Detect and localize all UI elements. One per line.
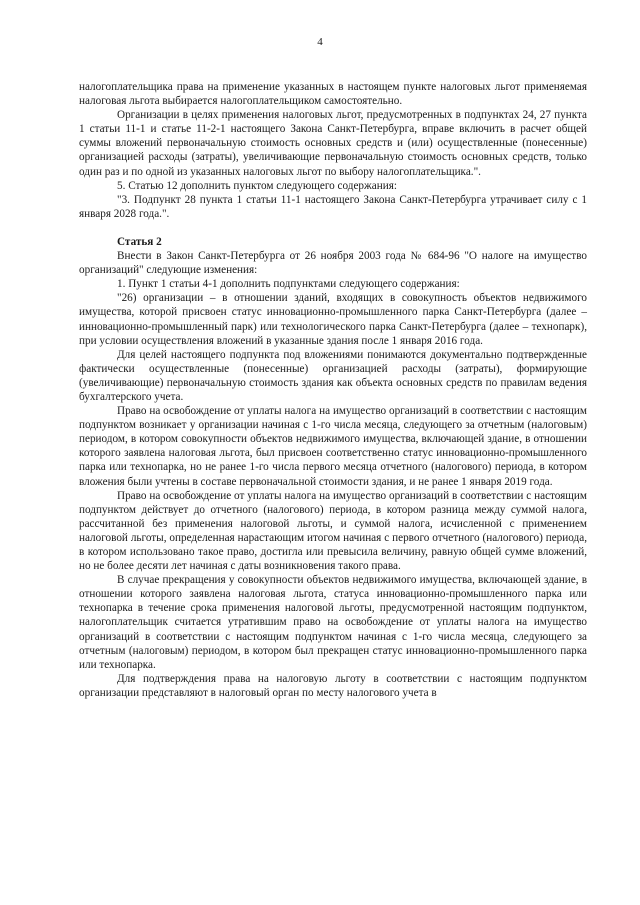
paragraph: Для подтверждения права на налоговую льготу в соответствии с настоящим подпунктом организации представляют в налоговый орган по месту налогового учета в — [79, 672, 587, 699]
paragraph: "3. Подпункт 28 пункта 1 статьи 11-1 настоящего Закона Санкт-Петербурга утрачивает силу с 1 января 2028 года.". — [79, 193, 587, 220]
paragraph: налогоплательщика права на применение указанных в настоящем пункте налоговых льгот применяемая налоговая льгота выбирается налогоплательщиком самостоятельно. — [79, 81, 587, 108]
paragraph: Право на освобождение от уплаты налога на имущество организаций в соответствии с настоящим подпунктом возникает у организации начиная с 1-го числа месяца, следующего за отчетным (налоговым) периодом, в котором совокупности объектов недвижимого имущества, включающей здание, в отношении которого заявлена налоговая льгота, был присвоен соответственно статус инновационно-промышленного парка или технопарка, но не ранее 1-го числа первого месяца отчетного (налогового) периода, в котором вложения были учтены в составе первоначальной стоимости здания, и не ранее 1 января 2019 года. — [79, 405, 587, 488]
paragraph: Для целей настоящего подпункта под вложениями понимаются документально подтвержденные фактически осуществленные (понесенные) организацией расходы (затраты), формирующие (увеличивающие) первоначальную стоимость здания как объекта основных средств по правилам ведения бухгалтерского учета. — [79, 348, 587, 403]
document-body — [79, 80, 587, 700]
paragraph: В случае прекращения у совокупности объектов недвижимого имущества, включающей здание, в отношении которого заявлена налоговая льгота, статуса инновационно-промышленного парка или технопарка в течение срока применения налоговой льготы, предусмотренной настоящим подпунктом, налогоплательщик считается утратившим право на освобождение от уплаты налога на имущество организаций в соответствии с настоящим подпунктом начиная с 1-го числа месяца, следующего за отчетным (налоговым) периодом, в котором был прекращен статус инновационно-промышленного парка или технопарка. — [79, 574, 587, 671]
paragraph: Организации в целях применения налоговых льгот, предусмотренных в подпунктах 24, 27 пункта 1 статьи 11-1 и статье 11-2-1 настоящего Закона Санкт-Петербурга, вправе включить в расчет общей суммы вложений первоначальную стоимость основных средств и (или) осуществленные (понесенные) организацией расходы (затраты), увеличивающие первоначальную стоимость основных средств, только один раз и по одной из указанных налоговых льгот по выбору налогоплательщика.". — [79, 109, 587, 178]
paragraph: 5. Статью 12 дополнить пунктом следующего содержания: — [117, 179, 397, 192]
article-heading: Статья 2 — [117, 235, 162, 248]
paragraph: "26) организации – в отношении зданий, входящих в совокупность объектов недвижимого имущества, которой присвоен статус инновационно-промышленного парка Санкт-Петербурга (далее – инновационно-промышленный парк) или технологического парка Санкт-Петербурга (далее – технопарк), при условии осуществления вложений в указанные здания после 1 января 2016 года. — [79, 292, 587, 347]
paragraph: 1. Пункт 1 статьи 4-1 дополнить подпунктами следующего содержания: — [117, 278, 460, 291]
page-number: 4 — [317, 36, 323, 48]
paragraph: Право на освобождение от уплаты налога на имущество организаций в соответствии с настоящим подпунктом действует до отчетного (налогового) периода, в котором разница между суммой налога, рассчитанной без применения налоговой льготы, и суммой налога, исчисленной с применением налоговой льготы, определенная нарастающим итогом начиная с первого отчетного (налогового) периода, в котором использовано такое право, достигла или превысила величину, равную общей сумме вложений, но не более десяти лет начиная с даты возникновения такого права. — [79, 489, 587, 573]
paragraph: Внести в Закон Санкт-Петербурга от 26 ноября 2003 года № 684-96 "О налоге на имущество организаций" следующие изменения: — [79, 250, 587, 277]
